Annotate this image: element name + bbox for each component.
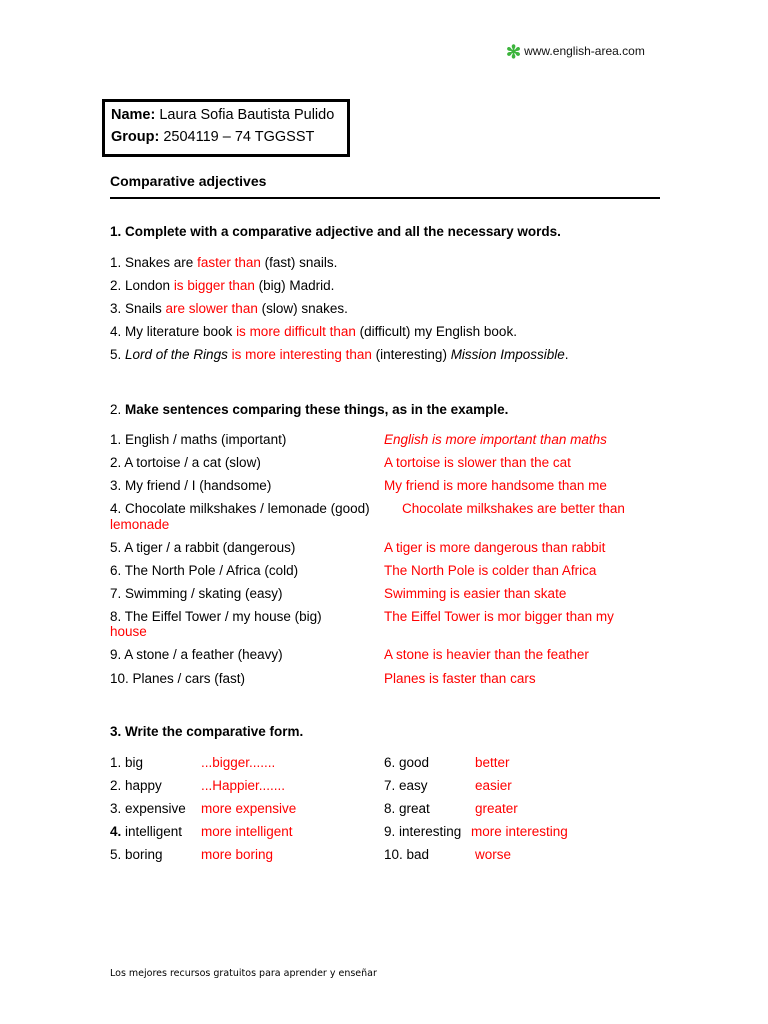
name-row [111, 107, 334, 123]
ex1-item-text: 4. My literature book [110, 324, 237, 339]
ex3-answer-3: more expensive [201, 801, 297, 816]
ex1-answer: is more interesting than [227, 347, 372, 362]
ex3-answer-1: ...bigger....... [201, 755, 276, 770]
ex3-answer-5: more boring [201, 847, 274, 862]
group-row [111, 129, 314, 145]
ex1-item-number: 5. [110, 347, 126, 362]
ex2-answer-3: My friend is more handsome than me [384, 478, 607, 493]
ex3-item-word: big [125, 755, 144, 770]
ex3-item-number: 2. [110, 778, 126, 793]
ex2-prompt-5: 5. A tiger / a rabbit (dangerous) [110, 540, 296, 555]
ex3-answer-2: ...Happier....... [201, 778, 286, 793]
ex1-item-text: (fast) snails. [260, 255, 338, 270]
ex2-prompt-9: 9. A stone / a feather (heavy) [110, 647, 283, 662]
ex3-item-word: good [399, 755, 430, 770]
ex3-answer-7: easier [475, 778, 512, 793]
ex2-heading-text: Make sentences comparing these things, as in the example. [125, 402, 509, 417]
ex2-prompt-1: 1. English / maths (important) [110, 432, 287, 447]
ex3-item-number: 10. [384, 847, 407, 862]
group-value: 2504119 – 74 TGGSST [163, 129, 315, 145]
ex2-prompt-8: 8. The Eiffel Tower / my house (big) [110, 609, 322, 624]
ex1-item-text: (big) Madrid. [254, 278, 335, 293]
ex1-answer: is more difficult than [236, 324, 356, 339]
ex3-item-1 [110, 755, 143, 770]
ex1-item-4 [110, 324, 517, 339]
ex3-answer-6: better [475, 755, 510, 770]
ex1-movie-title: Mission Impossible [450, 347, 565, 362]
ex2-answer-9: A stone is heavier than the feather [384, 647, 589, 662]
ex2-answer-1: English is more important than maths [384, 432, 607, 447]
ex3-item-3 [110, 801, 186, 816]
ex3-item-number: 8. [384, 801, 400, 816]
ex3-item-8 [384, 801, 430, 816]
ex3-item-10 [384, 847, 429, 862]
ex3-answer-10: worse [475, 847, 512, 862]
ex3-item-word: expensive [125, 801, 186, 816]
ex2-prompt-2: 2. A tortoise / a cat (slow) [110, 455, 261, 470]
ex1-item-3 [110, 301, 348, 316]
ex2-answer-7: Swimming is easier than skate [384, 586, 567, 601]
ex2-answer-8: The Eiffel Tower is mor bigger than my [384, 609, 614, 624]
ex3-item-9 [384, 824, 461, 839]
ex2-answer-8-wrap: house [110, 624, 147, 639]
site-url: www.english-area.com [524, 44, 645, 58]
ex3-item-number: 6. [384, 755, 400, 770]
ex1-item-text: 3. Snails [110, 301, 166, 316]
ex2-prompt-4: 4. Chocolate milkshakes / lemonade (good) [110, 501, 370, 516]
ex3-item-7 [384, 778, 428, 793]
ex2-answer-2: A tortoise is slower than the cat [384, 455, 571, 470]
ex1-item-text: (interesting) [371, 347, 451, 362]
ex2-prompt-6: 6. The North Pole / Africa (cold) [110, 563, 299, 578]
exercise-1-heading: 1. Complete with a comparative adjective and all the necessary words. [110, 224, 561, 239]
ex1-item-text: (slow) snakes. [257, 301, 348, 316]
ex3-item-word: intelligent [121, 824, 183, 839]
group-label: Group: [111, 129, 160, 145]
exercise-3-heading: 3. Write the comparative form. [110, 724, 304, 739]
ex1-answer: are slower than [165, 301, 258, 316]
ex3-item-4 [110, 824, 182, 839]
ex3-item-5 [110, 847, 163, 862]
exercise-2-heading [110, 402, 508, 417]
ex3-answer-9: more interesting [471, 824, 568, 839]
ex1-item-text: 2. London [110, 278, 174, 293]
ex3-item-number: 5. [110, 847, 126, 862]
name-value: Laura Sofia Bautista Pulido [159, 107, 335, 123]
ex2-answer-6: The North Pole is colder than Africa [384, 563, 597, 578]
ex3-item-number: 9. [384, 824, 400, 839]
ex3-item-number: 3. [110, 801, 126, 816]
ex1-item-1 [110, 255, 337, 270]
ex3-item-word: boring [125, 847, 163, 862]
ex2-prompt-10: 10. Planes / cars (fast) [110, 671, 246, 686]
ex3-item-6 [384, 755, 429, 770]
ex2-heading-number: 2. [110, 402, 126, 417]
title-divider [110, 197, 660, 199]
ex2-answer-5: A tiger is more dangerous than rabbit [384, 540, 606, 555]
ex1-answer: is bigger than [173, 278, 255, 293]
ex3-item-number: 7. [384, 778, 400, 793]
site-logo [506, 42, 645, 63]
ex1-item-2 [110, 278, 334, 293]
ex2-answer-4: Chocolate milkshakes are better than [402, 501, 625, 516]
ex3-item-word: happy [125, 778, 162, 793]
footer-tagline: Los mejores recursos gratuitos para aprender y enseñar [110, 968, 377, 979]
ex2-prompt-7: 7. Swimming / skating (easy) [110, 586, 283, 601]
ex1-answer: faster than [197, 255, 261, 270]
page-title: Comparative adjectives [110, 173, 267, 189]
ex1-item-5 [110, 347, 569, 362]
name-label: Name: [111, 107, 156, 123]
ex1-item-text: (difficult) my English book. [355, 324, 517, 339]
ex3-item-word: bad [406, 847, 430, 862]
ex2-answer-10: Planes is faster than cars [384, 671, 536, 686]
ex3-item-word: great [399, 801, 430, 816]
ex2-prompt-3: 3. My friend / I (handsome) [110, 478, 272, 493]
ex3-item-word: easy [399, 778, 428, 793]
ex3-item-2 [110, 778, 162, 793]
ex1-item-text: 1. Snakes are [110, 255, 198, 270]
ex1-item-text: . [564, 347, 569, 362]
ex3-item-word: interesting [399, 824, 462, 839]
student-info-box [102, 99, 350, 157]
ex2-answer-4-wrap: lemonade [110, 517, 170, 532]
ex1-movie-title: Lord of the Rings [125, 347, 228, 362]
ex3-item-number: 4. [110, 824, 122, 839]
ex3-item-number: 1. [110, 755, 126, 770]
ex3-answer-8: greater [475, 801, 518, 816]
asterisk-icon: ✻ [506, 42, 522, 62]
ex3-answer-4: more intelligent [201, 824, 293, 839]
